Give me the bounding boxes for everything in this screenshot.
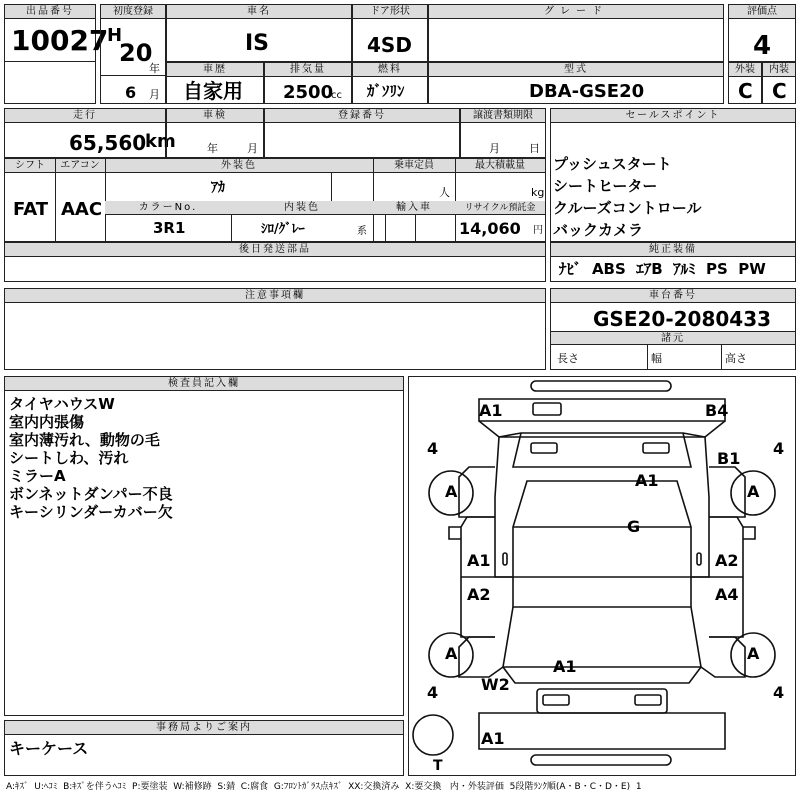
transfer-deadline-header: 譲渡書類期限 xyxy=(461,109,545,123)
tire-depth-front-right: 4 xyxy=(773,439,785,458)
sales-point-list xyxy=(553,153,702,241)
grade-cell xyxy=(428,4,724,62)
fuel-cell xyxy=(352,62,428,104)
interior-score-cell xyxy=(762,62,796,104)
score-header: 評価点 xyxy=(729,5,795,19)
car-history-header: 車歴 xyxy=(167,63,263,77)
damage-hood: A1 xyxy=(635,471,659,490)
tire-mark-front-left: A xyxy=(445,482,458,501)
car-name: IS xyxy=(245,31,270,56)
tire-mark-rear-left: A xyxy=(445,644,458,663)
damage-trunk: A1 xyxy=(553,657,577,676)
tire-depth-rear-right: 4 xyxy=(773,683,785,702)
ext-color: ｱｶ xyxy=(211,180,225,196)
spec-length: 長さ xyxy=(557,352,579,365)
tire-mark-front-right: A xyxy=(747,482,760,501)
damage-fender-right: B1 xyxy=(717,449,741,468)
notes-header: 注意事項欄 xyxy=(5,289,545,303)
notes-cell xyxy=(4,288,546,370)
mileage-cell xyxy=(4,108,176,158)
damage-quarter-left: W2 xyxy=(481,675,510,694)
interior-header: 内装 xyxy=(763,63,795,77)
office-note: キーケース xyxy=(9,739,89,758)
door-type-header: ドア形状 xyxy=(353,5,427,19)
spare-tire-label: T xyxy=(433,758,443,774)
spec-width: 幅 xyxy=(651,352,662,365)
max-load-header: 最大積載量 xyxy=(455,159,545,173)
import-header: 輸入車 xyxy=(373,201,455,215)
exterior-score: C xyxy=(738,79,753,103)
sales-point-item: バックカメラ xyxy=(553,221,644,239)
color-no-header: カラーNo. xyxy=(105,201,231,215)
legend: A:ｷｽﾞ U:ﾍｺﾐ B:ｷｽﾞを伴うﾍｺﾐ P:要塗装 W:補修跡 S:錆 C:腐食 G:ﾌﾛﾝﾄｶﾞﾗｽ点ｷｽﾞ XX:交換済み X:要交換 内・外装評価 5段階ﾗﾝｸ順(A・B・C・D・E) 1 xyxy=(6,782,642,792)
damage-front-door-right: A2 xyxy=(715,551,739,570)
inspection-month-unit: 月 xyxy=(247,142,258,155)
inspector-notes xyxy=(9,395,173,521)
chassis-no: GSE20-2080433 xyxy=(593,307,772,331)
damage-rear-door-left: A2 xyxy=(467,585,491,604)
spec-block xyxy=(4,158,546,242)
damage-rear-door-right: A4 xyxy=(715,585,739,604)
office-cell xyxy=(4,720,404,776)
max-load-unit: kg xyxy=(531,186,545,199)
damage-front-door-left: A1 xyxy=(467,551,491,570)
month-unit: 月 xyxy=(149,88,160,101)
inspection-header: 車検 xyxy=(167,109,263,123)
car-diagram xyxy=(408,376,796,776)
inspector-cell xyxy=(4,376,404,716)
recycle-header: リサイクル預託金 xyxy=(455,201,545,215)
genuine-equipment: ﾅﾋﾞ ABS ｴｱB ｱﾙﾐ PS PW xyxy=(559,260,766,278)
inspector-header: 検査員記入欄 xyxy=(5,377,403,391)
door-type: 4SD xyxy=(367,33,412,57)
inspection-year-unit: 年 xyxy=(207,142,218,155)
car-history-cell xyxy=(166,62,264,104)
model-type-header: 型式 xyxy=(429,63,723,77)
exterior-score-cell xyxy=(728,62,762,104)
exterior-header: 外装 xyxy=(729,63,761,77)
inspector-note: 室内薄汚れ、動物の毛 xyxy=(9,431,160,449)
sales-point-item: シートヒーター xyxy=(553,177,658,195)
model-type-cell xyxy=(428,62,724,104)
transfer-month-unit: 月 xyxy=(489,142,500,155)
displacement-unit: cc xyxy=(331,90,342,101)
spec-height: 高さ xyxy=(725,352,747,365)
inspector-note: 室内内張傷 xyxy=(9,413,85,431)
year-unit: 年 xyxy=(149,62,160,75)
aircon: AAC xyxy=(61,199,103,220)
int-color-suffix: 系 xyxy=(357,226,367,237)
fuel: ｶﾞｿﾘﾝ xyxy=(367,82,405,100)
shift: FAT xyxy=(13,199,49,220)
damage-roof: G xyxy=(627,517,641,536)
model-type: DBA-GSE20 xyxy=(529,81,645,102)
car-outline xyxy=(409,377,795,775)
mileage: 65,560 xyxy=(69,131,147,155)
mileage-unit: km xyxy=(145,131,176,152)
car-history: 自家用 xyxy=(183,79,243,103)
chassis-cell xyxy=(550,288,796,370)
capacity-header: 乗車定員 xyxy=(373,159,455,173)
transfer-day-unit: 日 xyxy=(529,142,540,155)
later-parts-header: 後日発送部品 xyxy=(5,243,545,257)
score-cell xyxy=(728,4,796,62)
tire-depth-front-left: 4 xyxy=(427,439,439,458)
tire-mark-rear-right: A xyxy=(747,644,760,663)
fuel-header: 燃料 xyxy=(353,63,427,77)
damage-rear-bumper: A1 xyxy=(481,729,505,748)
specs-header: 諸元 xyxy=(551,331,795,345)
recycle-unit: 円 xyxy=(533,225,543,236)
first-registration-cell xyxy=(100,4,166,104)
damage-front-right: B4 xyxy=(705,401,729,420)
chassis-header: 車台番号 xyxy=(551,289,795,303)
genuine-equip-cell xyxy=(550,242,796,282)
inspector-note: ミラーA xyxy=(9,467,66,485)
capacity-unit: 人 xyxy=(439,186,450,199)
sales-point-item: クルーズコントロール xyxy=(553,199,702,217)
transfer-deadline-cell xyxy=(460,108,546,158)
damage-front-left: A1 xyxy=(479,401,503,420)
later-parts-cell xyxy=(4,242,546,282)
recycle-fee: 14,060 xyxy=(459,219,521,238)
listing-no: 10027 xyxy=(11,24,109,57)
office-header: 事務局よりご案内 xyxy=(5,721,403,735)
tire-depth-rear-left: 4 xyxy=(427,683,439,702)
car-name-cell xyxy=(166,4,352,62)
interior-score: C xyxy=(772,79,787,103)
car-name-header: 車名 xyxy=(167,5,351,19)
door-type-cell xyxy=(352,4,428,62)
displacement-header: 排気量 xyxy=(265,63,351,77)
reg-no-cell xyxy=(264,108,460,158)
first-registration-header: 初度登録 xyxy=(101,5,165,19)
inspector-note: ボンネットダンパー不良 xyxy=(9,485,173,503)
score: 4 xyxy=(753,31,772,61)
era: H xyxy=(107,25,123,46)
reg-year: 20 xyxy=(119,39,153,67)
aircon-header: エアコン xyxy=(55,159,105,173)
color-no: 3R1 xyxy=(153,219,186,237)
genuine-equip-header: 純正装備 xyxy=(551,243,795,257)
grade-header: グレード xyxy=(429,5,723,19)
reg-no-header: 登録番号 xyxy=(265,109,459,123)
inspector-note: シートしわ、汚れ xyxy=(9,449,129,467)
displacement-cell xyxy=(264,62,352,104)
reg-month: 6 xyxy=(125,83,137,102)
int-color: ｼﾛ/ｸﾞﾚｰ xyxy=(261,222,305,237)
inspector-note: キーシリンダーカバー欠 xyxy=(9,503,173,521)
listing-no-cell xyxy=(4,4,109,104)
sales-point-item: プッシュスタート xyxy=(553,155,672,173)
ext-color-header: 外装色 xyxy=(105,159,373,173)
int-color-header: 内装色 xyxy=(231,201,373,215)
mileage-header: 走行 xyxy=(5,109,165,123)
listing-no-header: 出品番号 xyxy=(5,5,95,19)
inspection-cell xyxy=(166,108,264,158)
sales-point-header: セールスポイント xyxy=(551,109,795,123)
displacement: 2500 xyxy=(283,82,334,103)
shift-header: シフト xyxy=(5,159,55,173)
sales-point-cell xyxy=(550,108,796,242)
inspector-note: タイヤハウスW xyxy=(9,395,115,413)
